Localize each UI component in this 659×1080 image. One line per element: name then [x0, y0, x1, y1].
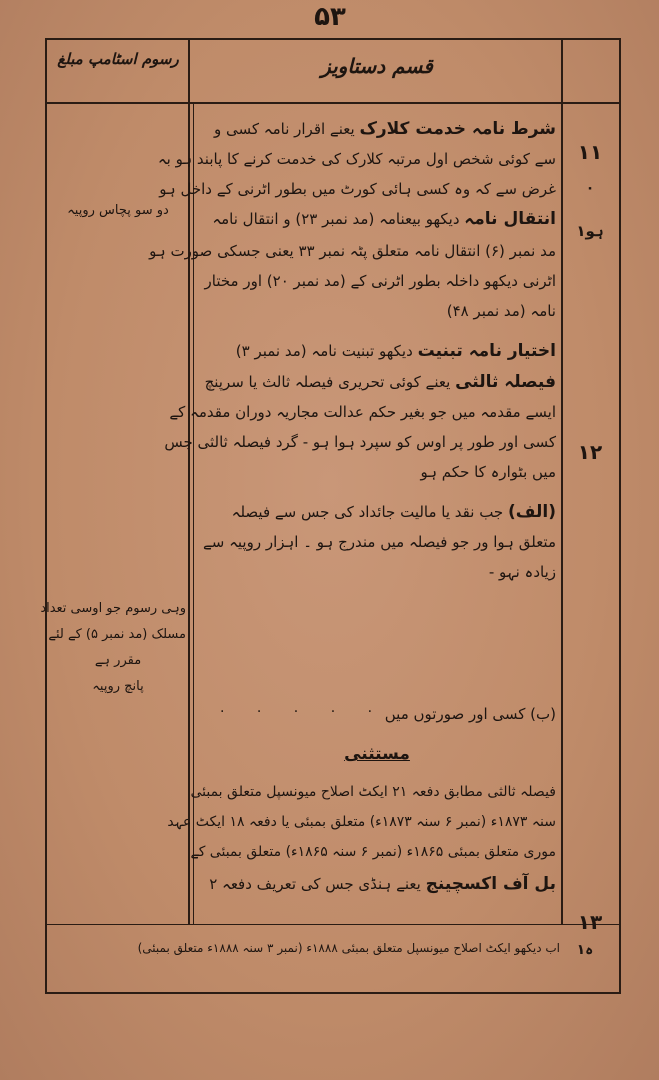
text-line: غرض سے کہ وہ کسی ہائی کورٹ میں بطور اٹرنی کے داخل ہو [159, 180, 556, 198]
clause-label: (الف) [508, 502, 556, 522]
text-line: سنہ ۱۸۷۳ء (نمبر ۶ سنہ ۱۸۷۳ء) متعلق بمبئی یا دفعہ ۱۸ ایکٹ عہد [167, 814, 556, 830]
text-line: مد نمبر (۶) انتقال نامہ متعلق پٹہ نمبر ۳۳ یعنی جسکی صورت ہو [149, 242, 556, 260]
fee-amount: پانچ روپیہ [92, 679, 144, 694]
text-line: ایسے مقدمہ میں جو بغیر حکم عدالت مجاریہ دوران مقدمہ کے [169, 403, 556, 421]
column-divider-number [561, 38, 563, 925]
text-line: زیادہ نہو - [488, 563, 556, 581]
text-line [198, 368, 556, 398]
term-heading: اختیار نامہ تبنیت [417, 341, 556, 361]
entry-number-sub: ۱ہو [576, 222, 604, 240]
text-line: فیصلہ ثالثی مطابق دفعہ ۲۱ ایکٹ اصلاح میونسپل متعلق بمبئی [190, 784, 556, 800]
table-top-border [45, 38, 620, 40]
line-text: دیکھو بیعنامہ (مد نمبر ۲۳) و انتقال نامہ [212, 210, 460, 228]
text-line: متعلق ہوا ور جو فیصلہ میں مندرج ہو ۔ اہزار روپیہ سے [202, 533, 556, 551]
term-heading: فیصلہ ثالثی [455, 372, 556, 392]
text-line: اٹرنی دیکھو داخلہ بطور اٹرنی کے (مد نمبر ۲۰) اور مختار [204, 272, 556, 290]
text-line: سے کوئی شخص اول مرتبہ کلارک کی خدمت کرنے کا پابند ہو بہ [157, 150, 556, 168]
footnote-divider [45, 924, 620, 925]
text-line [198, 870, 556, 900]
text-line [198, 337, 556, 367]
text-line [198, 498, 556, 528]
term-heading: بل آف اکسچینج [425, 874, 556, 894]
table-right-border [619, 38, 621, 994]
text-line: موری متعلق بمبئی ۱۸۶۵ء (نمبر ۶ سنہ ۱۸۶۵ء) متعلق بمبئی کے [190, 844, 556, 860]
fee-amount: مقرر ہے [94, 653, 142, 668]
line-text: جب نقد یا مالیت جائداد کی جس سے فیصلہ [231, 503, 504, 521]
term-heading: شرط نامہ خدمت کلارک [359, 119, 556, 139]
entry-number-sub: ۰ [585, 180, 595, 196]
entry-number: ۱۳ [577, 910, 603, 934]
entry-number: ۱۲ [577, 440, 603, 464]
leader-dots: . . . . . [220, 700, 387, 716]
text-line: میں بٹوارہ کا حکم ہو [420, 463, 556, 481]
line-text: یعنے اقرار نامہ کسی و [214, 120, 355, 138]
entry-number: ۱۱ [577, 140, 603, 164]
text-line [198, 205, 556, 235]
document-column-header: قسم دستاویز [321, 54, 433, 78]
line-text: دیکھو تبنیت نامہ (مد نمبر ۳) [235, 342, 413, 360]
exemption-heading: مستثنی [344, 744, 410, 764]
table-bottom-border [45, 992, 620, 994]
fee-amount: دو سو پچاس روپیہ [67, 203, 169, 218]
text-line: (ب) کسی اور صورتوں میں [384, 705, 556, 723]
text-line [198, 115, 556, 145]
fee-amount: وہی رسوم جو اوسی تعداد [40, 601, 186, 616]
page-number: ۵۳ [314, 2, 346, 32]
text-line: کسی اور طور پر اوس کو سپرد ہوا ہو - گرد فیصلہ ثالثی جس [164, 433, 556, 451]
fee-column-header: رسوم اسٹامپ مبلغ [57, 50, 179, 68]
line-text: یعنے کوئی تحریری فیصلہ ثالث یا سرپنچ [204, 373, 451, 391]
text-line: نامہ (مد نمبر ۴۸) [446, 302, 556, 320]
term-heading: انتقال نامہ [464, 209, 556, 229]
footnote-mark: ۱ہ [576, 942, 594, 958]
line-text: یعنے ہنڈی جس کی تعریف دفعہ ۲ [209, 875, 421, 893]
header-divider [45, 102, 620, 104]
table-left-border [45, 38, 47, 994]
footnote: اب دیکھو ایکٹ اصلاح میونسپل متعلق بمبئی ۱۸۸۸ء (نمبر ۳ سنہ ۱۸۸۸ء متعلق بمبئی) [137, 941, 560, 955]
fee-amount: مسلک (مد نمبر ۵) کے لئے [48, 627, 186, 642]
